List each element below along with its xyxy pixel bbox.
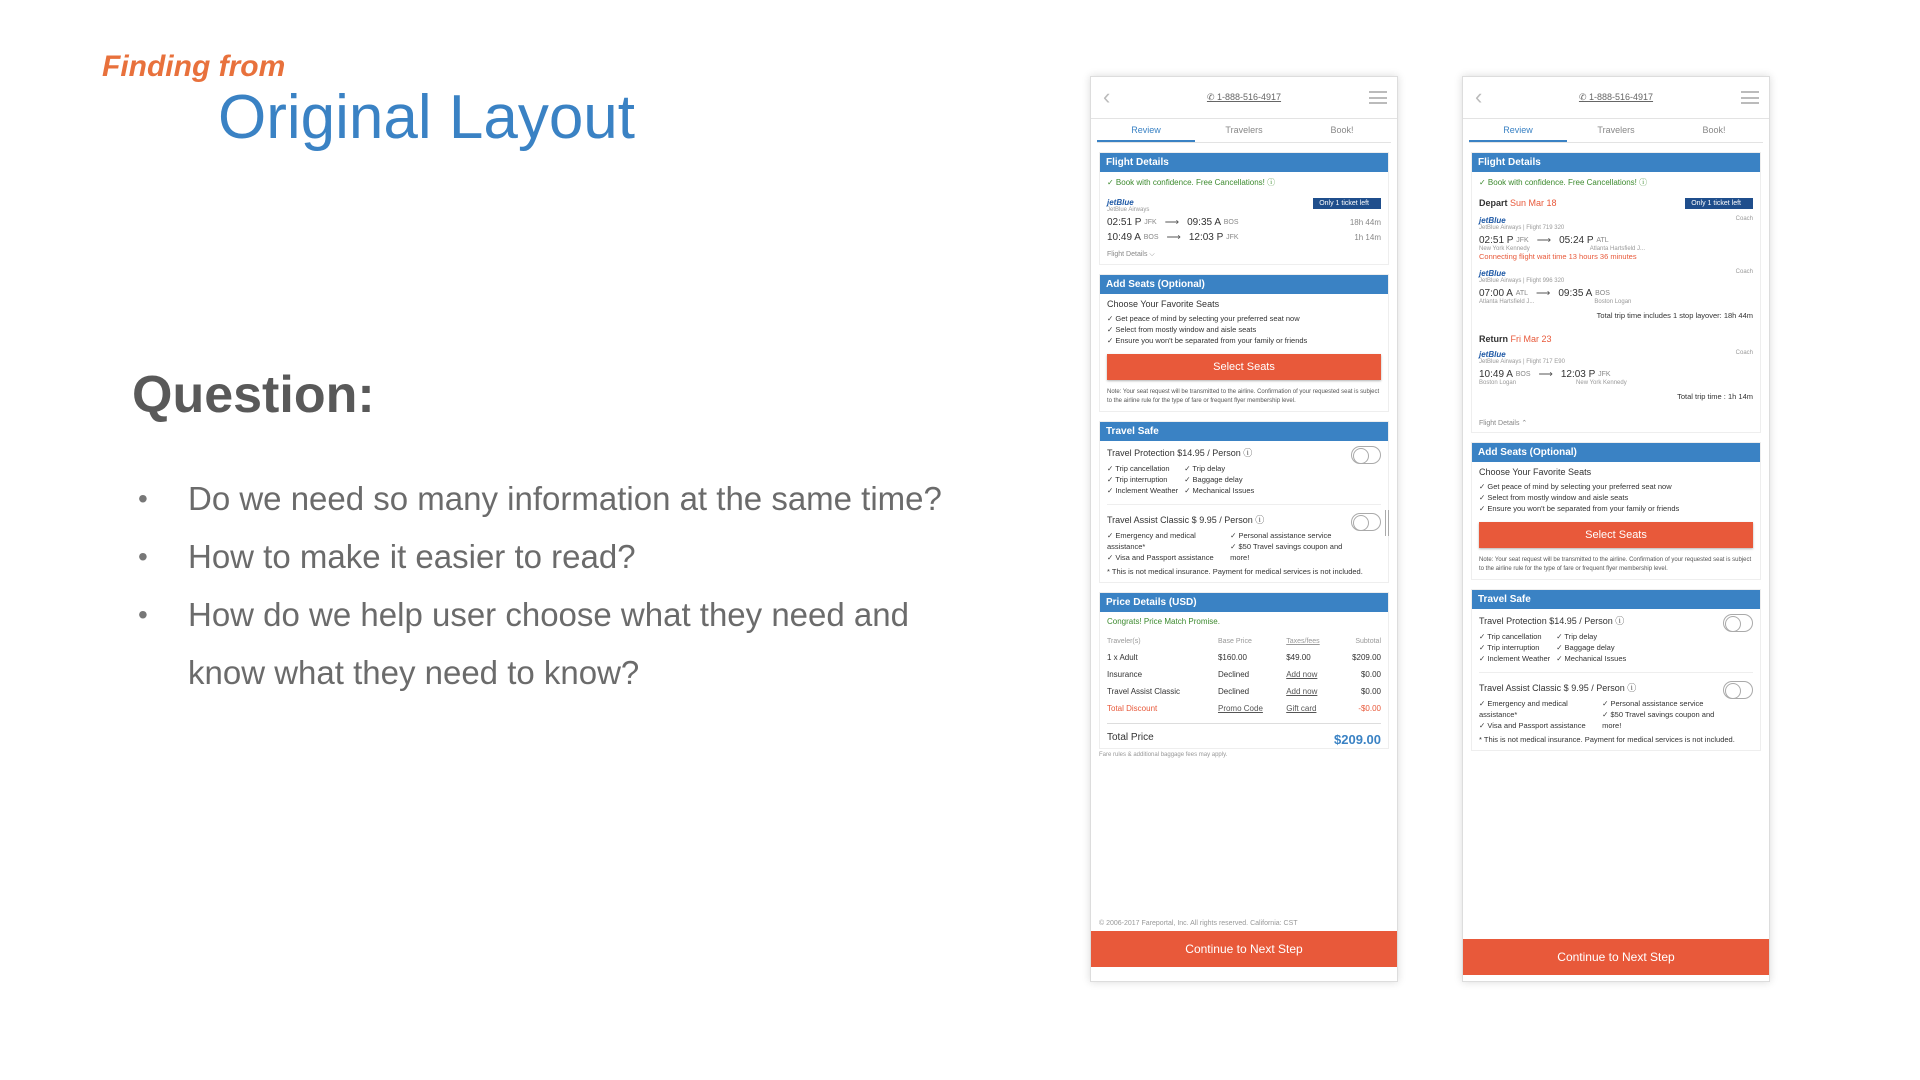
tab-travelers[interactable]: Travelers bbox=[1225, 125, 1263, 135]
question-item: • How do we help user choose what they need and know what they need to know? bbox=[138, 586, 978, 702]
seat-note: Note: Your seat request will be transmitted to the airline. Confirmation of your requested seat is subject to the airline rule for the type of fare or frequent flyer membership level. bbox=[1479, 557, 1752, 572]
flight-row: 10:49 A BOS ⟶ 12:03 P JFK bbox=[1479, 369, 1611, 380]
seats-heading: Choose Your Favorite Seats bbox=[1479, 467, 1592, 477]
question-list bbox=[138, 470, 978, 702]
free-cancellation-note: ✓ Book with confidence. Free Cancellations! ⓘ bbox=[1479, 178, 1648, 187]
phone-screen-2 bbox=[1462, 76, 1770, 982]
seat-benefit: ✓ Get peace of mind by selecting your preferred seat now bbox=[1107, 314, 1300, 323]
resize-handle[interactable] bbox=[1385, 510, 1389, 536]
table-row: Insurance Declined Add now $0.00 bbox=[1107, 666, 1381, 683]
travel-assist-title: Travel Assist Classic $ 9.95 / Person ⓘ bbox=[1107, 515, 1265, 525]
phone-number: 1-888-516-4917 bbox=[1588, 92, 1654, 102]
add-assist-link[interactable]: Add now bbox=[1286, 687, 1318, 696]
flight-details-toggle[interactable]: Flight Details ⌵ bbox=[1107, 251, 1155, 258]
question-heading: Question: bbox=[132, 366, 375, 424]
table-row: 1 x Adult $160.00 $49.00 $209.00 bbox=[1107, 653, 1381, 662]
add-seats-section bbox=[1099, 274, 1389, 412]
seat-note: Note: Your seat request will be transmitted to the airline. Confirmation of your requested seat is subject to the airline rule for the type of fare or frequent flyer membership level. bbox=[1107, 389, 1380, 404]
slide-subtitle: Finding from bbox=[102, 50, 286, 83]
flight-details-toggle[interactable]: Flight Details ⌃ bbox=[1479, 420, 1528, 427]
phone-header bbox=[1091, 77, 1397, 119]
travel-assist-toggle[interactable] bbox=[1723, 681, 1753, 699]
continue-button[interactable]: Continue to Next Step bbox=[1463, 939, 1769, 975]
phone-number-link[interactable] bbox=[1207, 92, 1281, 103]
section-header: Travel Safe bbox=[1100, 422, 1388, 441]
price-table: Traveler(s) Base Price Taxes/fees Subtotal 1 x Adult $160.00 $49.00 $209.00 Insurance Declined Add now $0.00 Travel Assist Classic Declined Add now $0.00 Total Discount Promo Code Gift card -$0.00 bbox=[1107, 634, 1381, 717]
table-row: Travel Assist Classic Declined Add now $0.00 bbox=[1107, 683, 1381, 700]
tab-book[interactable]: Book! bbox=[1702, 125, 1726, 135]
trip-time: Total trip time : 1h 14m bbox=[1677, 392, 1753, 401]
total-price-row: $209.00 Total Price bbox=[1107, 723, 1381, 743]
table-row: Total Discount Promo Code Gift card -$0.00 bbox=[1107, 700, 1381, 717]
airline-logo: jetBlue bbox=[1479, 269, 1506, 278]
tab-review[interactable]: Review bbox=[1097, 119, 1195, 142]
tab-review[interactable]: Review bbox=[1469, 119, 1567, 142]
section-header: Flight Details bbox=[1472, 153, 1760, 172]
free-cancellation-note: ✓ Book with confidence. Free Cancellations! ⓘ bbox=[1107, 178, 1276, 187]
price-details-section bbox=[1099, 592, 1389, 749]
flight-row: 02:51 P JFK ⟶ 09:35 A BOS 18h 44m bbox=[1107, 217, 1381, 228]
flight-details-section bbox=[1099, 152, 1389, 265]
depart-label: Depart bbox=[1479, 198, 1508, 208]
travel-protection-toggle[interactable] bbox=[1723, 614, 1753, 632]
add-seats-section: Add Seats (Optional) Choose Your Favorite Seats ✓ Get peace of mind by selecting your preferred seat now ✓ Select from mostly window and aisle seats ✓ Ensure you won't be separated from your family or friends Select Seats Note: Your seat request will be transmitted to the airline. Confirmation of your requested seat is subject to the airline rule for the type of fare or frequent flyer membership level. bbox=[1471, 442, 1761, 580]
ticket-left-badge: Only 1 ticket left bbox=[1685, 198, 1753, 209]
add-insurance-link[interactable]: Add now bbox=[1286, 670, 1318, 679]
back-icon[interactable]: ‹ bbox=[1475, 84, 1483, 109]
trip-time: Total trip time includes 1 stop layover: 18h 44m bbox=[1596, 311, 1753, 320]
price-match-note: Congrats! Price Match Promise. bbox=[1107, 617, 1220, 626]
section-header: Flight Details bbox=[1100, 153, 1388, 172]
tab-travelers[interactable]: Travelers bbox=[1597, 125, 1635, 135]
seats-heading: Choose Your Favorite Seats bbox=[1107, 299, 1220, 309]
select-seats-button[interactable]: Select Seats bbox=[1479, 522, 1753, 548]
travel-safe-section: Travel Safe Travel Protection $14.95 / Person ⓘ ✓ Trip cancellation ✓ Trip interruption ✓ Inclement Weather ✓ Trip delay ✓ Baggage delay ✓ Mechanical Issues Travel Assist Classic $ 9.95 / Person ⓘ ✓ Emergency and medical assistance* ✓ Visa and Passport assistance ✓ Personal assistance service ✓ $50 Travel savings coupon and more! * This is not medical insurance. Payment for medical services is not included. bbox=[1471, 589, 1761, 751]
flight-row: 07:00 A ATL ⟶ 09:35 A BOS bbox=[1479, 288, 1610, 299]
phone-screen-1 bbox=[1090, 76, 1398, 982]
menu-icon[interactable] bbox=[1741, 91, 1759, 104]
section-header: Add Seats (Optional) bbox=[1472, 443, 1760, 462]
phone-icon: ✆ bbox=[1206, 92, 1217, 102]
phone-number-link[interactable] bbox=[1579, 92, 1653, 103]
back-icon[interactable]: ‹ bbox=[1103, 84, 1111, 109]
question-item: • How to make it easier to read? bbox=[138, 528, 978, 586]
phone-number: 1-888-516-4917 bbox=[1216, 92, 1282, 102]
promo-code-link[interactable]: Promo Code bbox=[1217, 704, 1263, 713]
phone-icon: ✆ bbox=[1578, 92, 1589, 102]
fare-rules-link[interactable]: Fare rules & additional baggage fees may apply. bbox=[1099, 752, 1228, 758]
phone-header bbox=[1463, 77, 1769, 119]
question-item: • Do we need so many information at the same time? bbox=[138, 470, 978, 528]
airline-logo: jetBlue bbox=[1479, 350, 1506, 359]
travel-assist-toggle[interactable] bbox=[1351, 513, 1381, 531]
tab-book[interactable]: Book! bbox=[1330, 125, 1354, 135]
travel-safe-section: Travel Safe Travel Protection $14.95 / Person ⓘ ✓ Trip cancellation ✓ Trip interruption ✓ Inclement Weather ✓ Trip delay ✓ Baggage delay ✓ Mechanical Issues Travel Assist Classic $ 9.95 / Person ⓘ ✓ Emergency and medical assistance* ✓ Visa and Passport assistance ✓ Personal assistance service ✓ $50 Travel savings coupon and more! * This is not medical insurance. Payment for medical services is not included. bbox=[1099, 421, 1389, 583]
section-header: Add Seats (Optional) bbox=[1100, 275, 1388, 294]
gift-card-link[interactable]: Gift card bbox=[1286, 704, 1317, 713]
depart-date: Sun Mar 18 bbox=[1510, 198, 1557, 208]
ticket-left-badge: Only 1 ticket left bbox=[1313, 198, 1381, 209]
continue-button[interactable]: Continue to Next Step bbox=[1091, 931, 1397, 967]
seat-benefit: ✓ Select from mostly window and aisle seats bbox=[1107, 325, 1257, 334]
step-tabs bbox=[1469, 119, 1763, 143]
airline-name: JetBlue Airways bbox=[1107, 207, 1150, 213]
step-tabs bbox=[1097, 119, 1391, 143]
airline-logo: jetBlue bbox=[1107, 198, 1134, 207]
section-header: Price Details (USD) bbox=[1100, 593, 1388, 612]
select-seats-button[interactable]: Select Seats bbox=[1107, 354, 1381, 380]
seat-benefit: ✓ Ensure you won't be separated from your family or friends bbox=[1107, 336, 1308, 345]
menu-icon[interactable] bbox=[1369, 91, 1387, 104]
section-header: Travel Safe bbox=[1472, 590, 1760, 609]
flight-row: 02:51 P JFK ⟶ 05:24 P ATL bbox=[1479, 235, 1609, 246]
connection-note: Connecting flight wait time 13 hours 36 minutes bbox=[1479, 252, 1637, 261]
flight-row: 10:49 A BOS ⟶ 12:03 P JFK 1h 14m bbox=[1107, 232, 1381, 243]
travel-protection-toggle[interactable] bbox=[1351, 446, 1381, 464]
insurance-disclaimer: * This is not medical insurance. Payment for medical services is not included. bbox=[1107, 567, 1363, 576]
travel-protection-title: Travel Protection $14.95 / Person ⓘ bbox=[1107, 448, 1253, 458]
flight-details-section: Flight Details ✓ Book with confidence. Free Cancellations! ⓘ Only 1 ticket left Depart Sun Mar 18 Coach jetBlue JetBlue Airways | Flight 719 320 02:51 P JFK ⟶ 05:24 P ATL New York Kennedy Atlanta Hartsfield J... Connecting flight wait time 13 hours 36 minutes Coach jetBlue JetBlue Airways | Flight 996 320 07:00 A ATL ⟶ 09:35 A BOS Atlanta Hartsfield J... Boston Logan Total trip time includes 1 stop layover: 18h 44m Return Fri Mar 23 Coach jetBlue JetBlue Airways | Flight 717 E90 10:49 A BOS ⟶ 12:03 P JFK Boston Logan New York Kennedy Total trip time : 1h 14m Flight Details ⌃ bbox=[1471, 152, 1761, 433]
copyright: © 2006-2017 Fareportal, Inc. All rights reserved. California: CST bbox=[1099, 920, 1298, 927]
slide-title: Original Layout bbox=[218, 83, 636, 152]
airline-logo: jetBlue bbox=[1479, 216, 1506, 225]
